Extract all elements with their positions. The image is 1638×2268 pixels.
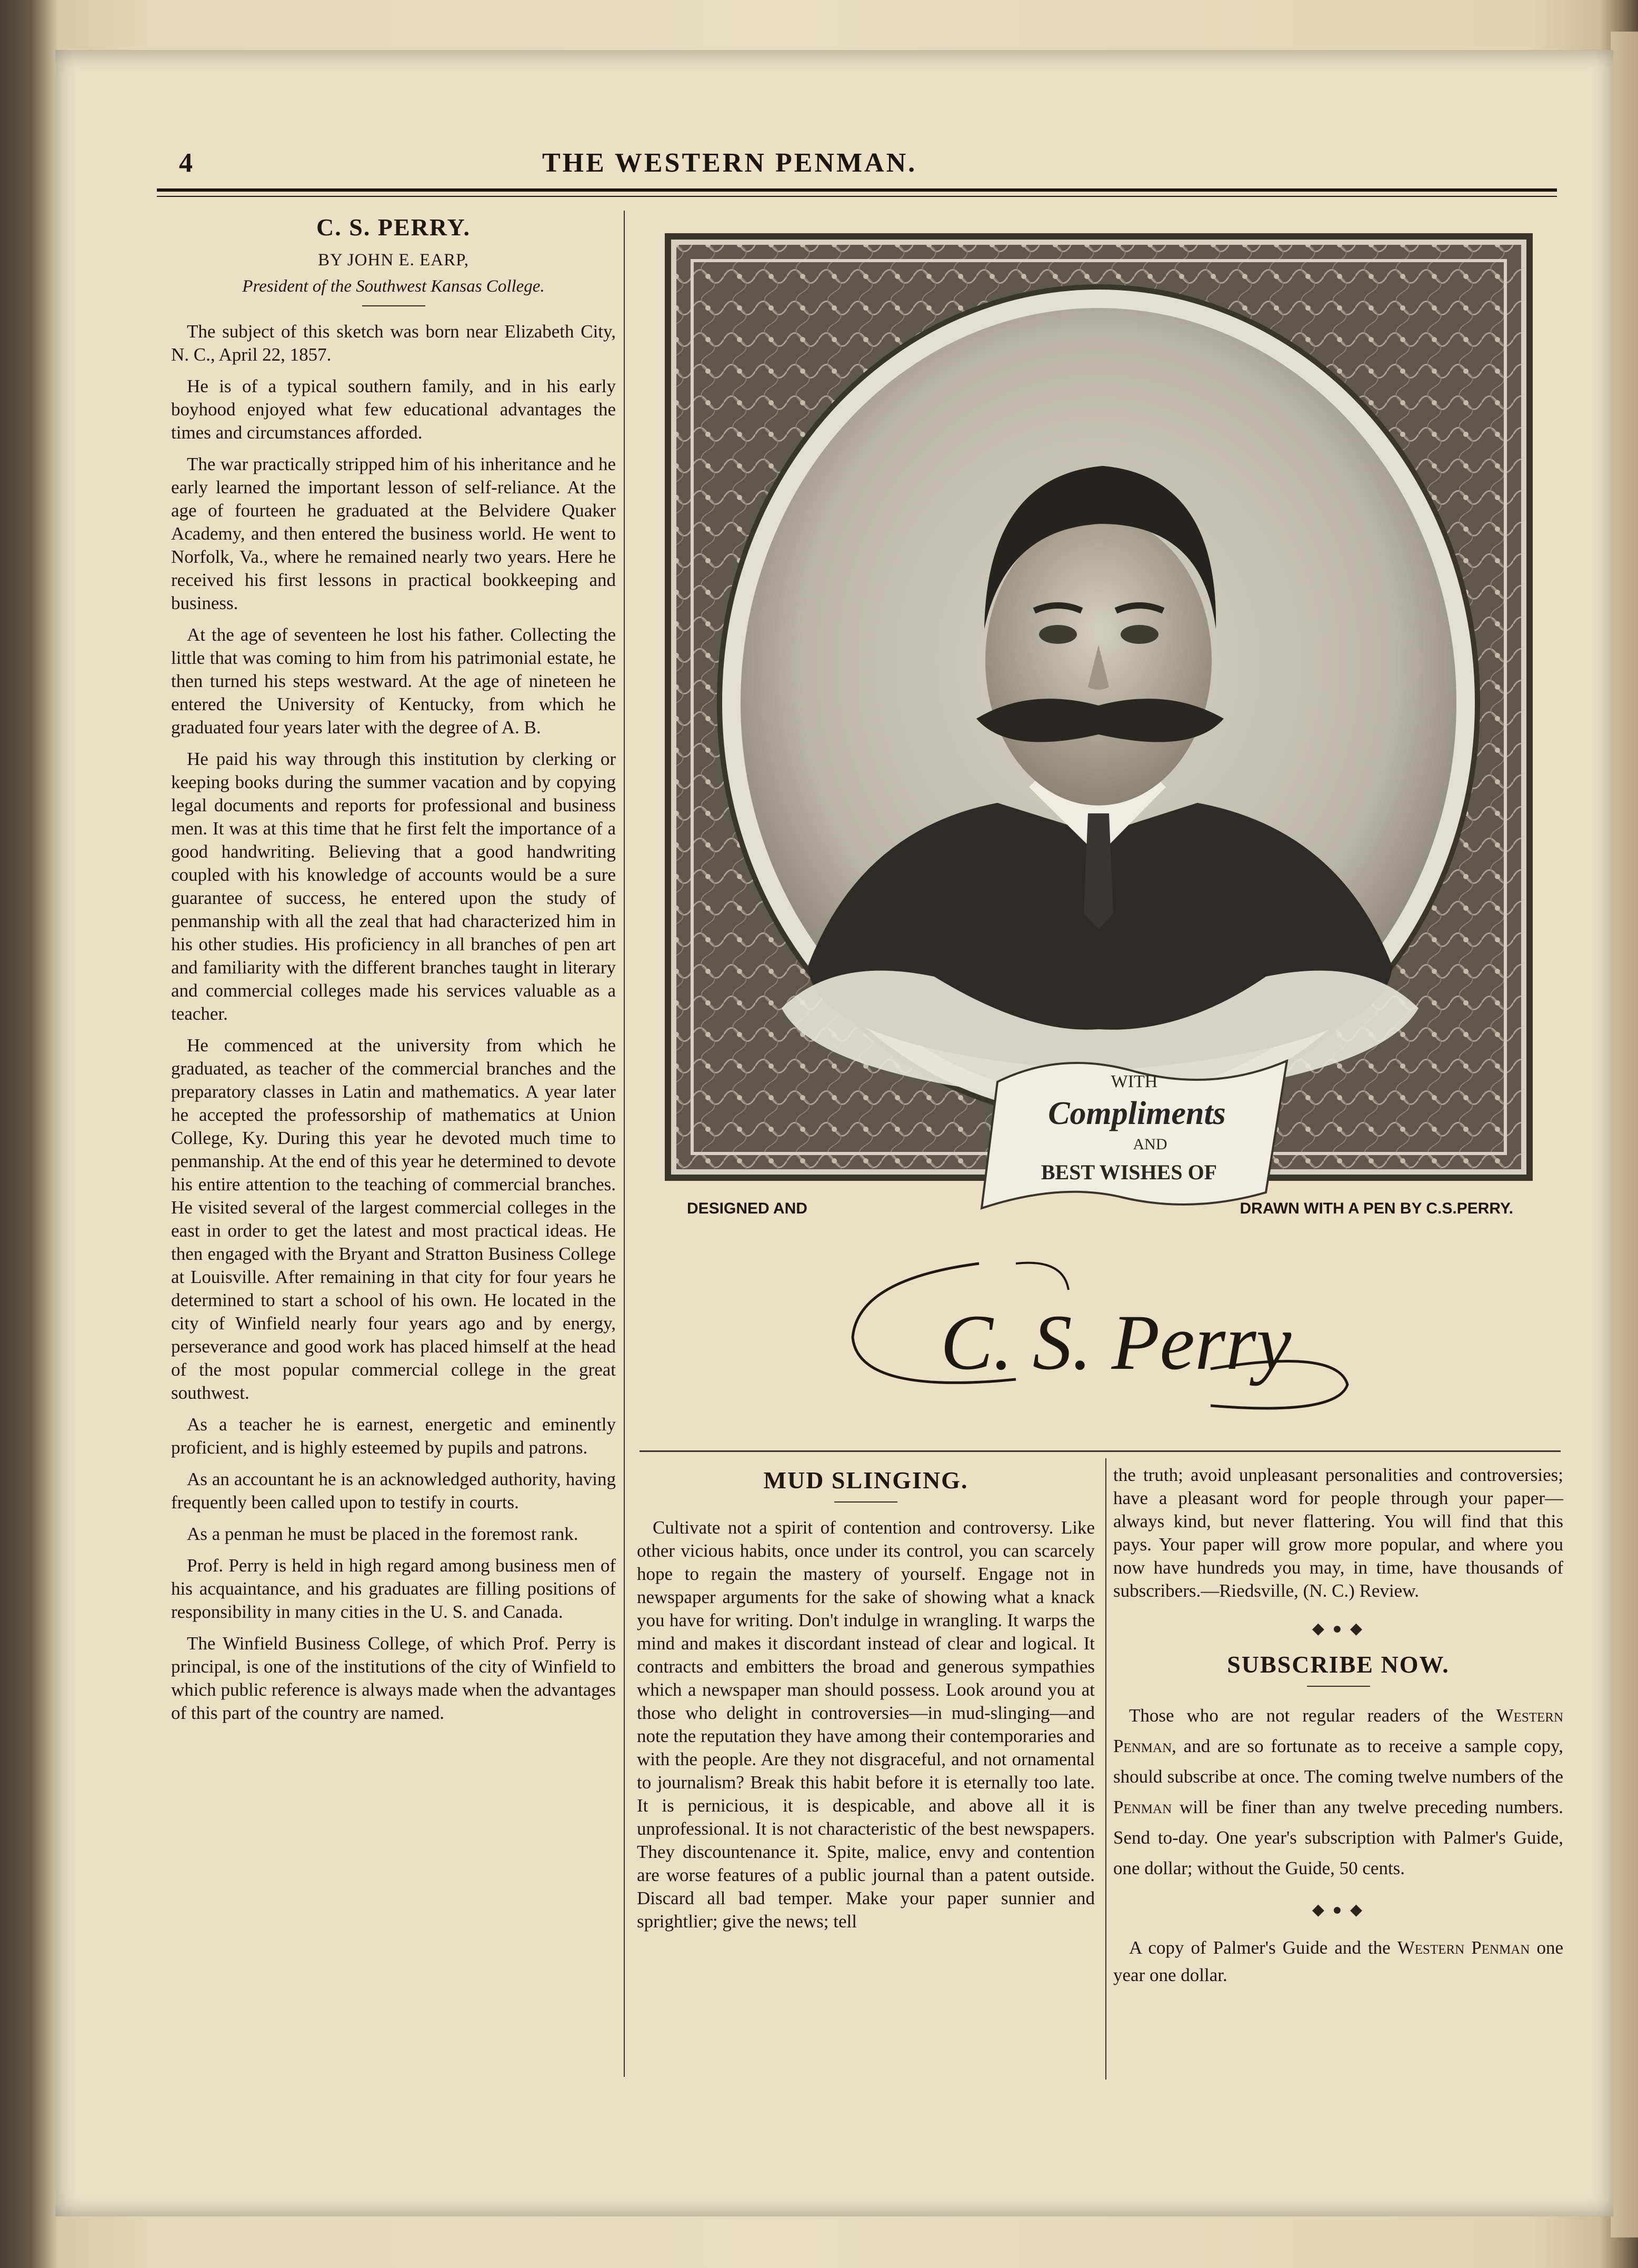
masthead-title: THE WESTERN PENMAN.	[542, 148, 917, 178]
paragraph: Prof. Perry is held in high regard among business men of his acquaintance, and his graduates are filling positions of responsibility in many cities in the U. S. and Canada.	[171, 1555, 616, 1622]
offer-text-2: one year one dollar.	[1113, 1937, 1563, 1985]
scroll-banner	[982, 1061, 1287, 1208]
paragraph: As a penman he must be placed in the foremost rank.	[187, 1524, 578, 1544]
offer-paragraph	[1113, 1934, 1563, 1989]
title-rule	[1307, 1686, 1370, 1687]
ornament-divider: ◆ ● ◆	[1312, 1901, 1365, 1918]
running-head	[179, 147, 1600, 195]
article-title: C. S. PERRY.	[316, 214, 471, 241]
subscribe-text-2: , and are so fortunate as to receive a sample copy, should subscribe at once. The coming twelve numbers of the	[1113, 1736, 1563, 1787]
scroll-text-best-wishes: BEST WISHES OF	[1041, 1160, 1217, 1184]
paragraph: The Winfield Business College, of which Prof. Perry is principal, is one of the institutions of the city of Winfield to which public reference is always made when the advantages of this part of the country are named.	[171, 1633, 616, 1723]
header-rule-thin	[157, 196, 1557, 197]
title-rule	[834, 1501, 897, 1503]
brand-western-penman: Western Penman	[1397, 1937, 1530, 1958]
article-mud-slinging	[637, 1464, 1095, 1942]
brand-penman: Penman	[1113, 1797, 1172, 1817]
scroll-text-with: WITH	[1111, 1072, 1158, 1091]
right-column	[1113, 1464, 1563, 1997]
paragraph: Cultivate not a spirit of contention and controversy. Like other vicious habits, once under its control, you can scarcely hope to regain the mastery of yourself. Engage not in newspaper arguments for the sake of showing what a knack you have for writing. Don't indulge in wrangling. It warps the mind and makes it discordant instead of clear and logical. It contracts and embitters the broad and generous sympathies which a newspaper man should possess. Look around you at those who delight in controversies—in mud-slinging—and note the reputation they have among their contemporaries and with the people. Are they not disgraceful, and not ornamental to journalism? Break this habit before it is eternally too late. It is pernicious, it is despicable, and above all it is unprofessional. It is not characteristic of the best newspapers. They discountenance it. Spite, malice, envy and contention are worse features of a public journal than a patent outside. Discard all bad temper. Make your paper sunnier and sprightlier; give the news; tell	[637, 1517, 1095, 1932]
paragraph: As a teacher he is earnest, energetic and eminently proficient, and is highly esteemed by pupils and patrons.	[171, 1414, 616, 1458]
credit-drawn: DRAWN WITH A PEN BY C.S.PERRY.	[1240, 1200, 1513, 1217]
title-rule	[362, 305, 425, 306]
signature	[842, 1248, 1369, 1427]
credit-designed: DESIGNED AND	[687, 1200, 807, 1217]
paragraph: The subject of this sketch was born near Elizabeth City, N. C., April 22, 1857.	[171, 321, 616, 365]
author-affiliation: President of the Southwest Kansas College.	[242, 277, 545, 296]
scroll-text-and: AND	[1133, 1136, 1167, 1153]
scroll-text-compliments: Compliments	[1048, 1096, 1226, 1131]
section-divider	[640, 1450, 1561, 1452]
paragraph-continued: the truth; avoid unpleasant personalities and controversies; have a pleasant word for people through your paper—always kind, but never flattering. You will find that this pays. Your paper will grow more popular, and where you now have hundreds you may, in time, have thousands of subscribers.—Riedsville, (N. C.) Review.	[1113, 1465, 1563, 1601]
paragraph: As an accountant he is an acknowledged authority, having frequently been called upon to testify in courts.	[171, 1469, 616, 1513]
subscribe-text-1: Those who are not regular readers of the	[1129, 1705, 1484, 1726]
header-rule-thick	[157, 188, 1557, 192]
offer-text-1: A copy of Palmer's Guide and the	[1129, 1937, 1391, 1958]
paragraph: He paid his way through this institution by clerking or keeping books during the summer vacation and by copying legal documents and reports for professional and business men. It was at this time that he first felt the importance of a good handwriting. Believing that a good handwriting coupled with his knowledge of accounts would be a sure guarantee of success, he entered upon the study of penmanship with all the zeal that had characterized him in his other studies. His proficiency in all branches of pen art and familiarity with the different branches taught in literary and commercial colleges made his services valuable as a teacher.	[171, 749, 616, 1024]
paragraph: He commenced at the university from which he graduated, as teacher of the commercial branches and the preparatory classes in Latin and mathematics. A year later he accepted the professorship of mathematics at Union College, Ky. During this year he devoted much time to penmanship. At the end of this year he determined to devote his entire attention to the teaching of commercial branches. He visited several of the largest commercial colleges in the east in order to get the latest and most practical ideas. He then engaged with the Bryant and Stratton Business College at Louisville. After remaining in that city for four years he determined to start a school of his own. He located in the city of Winfield nearly four years ago and by energy, perseverance and good work has placed himself at the head of the most popular commercial college in the great southwest.	[171, 1035, 616, 1403]
paragraph: He is of a typical southern family, and in his early boyhood enjoyed what few educational advantages the times and circumstances afforded.	[171, 376, 616, 443]
subscribe-text-3: will be finer than any twelve preceding numbers. Send to-day. One year's subscription with Palmer's Guide, one dollar; without the Guide, 50 cents.	[1113, 1797, 1563, 1878]
article-title: MUD SLINGING.	[763, 1467, 968, 1494]
paragraph: The war practically stripped him of his inheritance and he early learned the important lesson of self-reliance. At the age of fourteen he graduated at the Belvidere Quaker Academy, and then entered the business world. He went to Norfolk, Va., where he remained nearly two years. Here he received his first lessons in practical bookkeeping and business.	[171, 454, 616, 613]
page-number: 4	[179, 148, 193, 178]
subscribe-title: SUBSCRIBE NOW.	[1227, 1651, 1450, 1678]
signature-text: C. S. Perry	[940, 1299, 1292, 1386]
paragraph: At the age of seventeen he lost his father. Collecting the little that was coming to him from his patrimonial estate, he then turned his steps westward. At the age of nineteen he entered the University of Kentucky, from which he graduated four years later with the degree of A. B.	[171, 624, 616, 738]
article-perry	[171, 211, 616, 1733]
portrait-engraving	[661, 229, 1537, 1219]
ornament-divider: ◆ ● ◆	[1312, 1620, 1365, 1637]
article-byline: BY JOHN E. EARP,	[317, 251, 470, 270]
column-divider-left	[624, 211, 625, 2077]
column-divider-right	[1105, 1458, 1106, 2080]
next-page-edge	[1611, 32, 1638, 2237]
subscribe-paragraph	[1113, 1700, 1563, 1884]
brand-western-penman: Western Penman	[1113, 1705, 1564, 1756]
